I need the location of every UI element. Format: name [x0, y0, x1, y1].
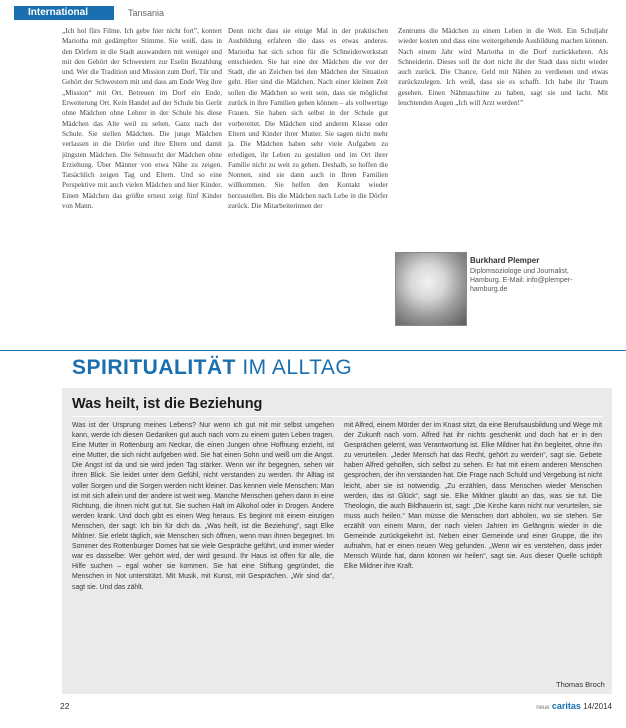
feature-text-1: Was ist der Ursprung meines Lebens? Nur wenn ich gut mit mir selbst umgehen kann, werde ich diesen Gedanken gut auch nach vorn zu einem guten Leben tragen. Eine Mutter in Rottenburg am Neckar, die einen Jungen ohne Hoffnung erzieht, ist eine Mutter, die sich nicht aufgeben wird. Sie hat einen Sohn und weiß um die Angst. Die Angst ist da und sie wird jeden Tag stärker. Wenn wir ihr begegnen, sehen wir ihren Blick. Sie leidet unter dem Gefühl, nicht verstanden zu werden. Ihr Alltag ist voller Sorgen und die Sorgen werden nicht kleiner. Das kennen viele Menschen: Man ist mit sich allein und der andere ist weit weg. Manche Menschen gehen dann in eine Richtung, die ihnen nicht gut tut. Sie suchen Halt im Alkohol oder in Drogen. Andere werden krank. Und doch gibt es einen Weg heraus. Es beginnt mit einem einzigen Menschen, der sagt: Ich bin für dich da. „Was heilt, ist die Beziehung“, sagt Elke Mildner. Sie erlebt täglich, wie Menschen sich öffnen, wenn man ihnen begegnet. Im Sommer des Rottenburger Domes hat sie viele Gespräche geführt, und immer wieder war es dasselbe: Wer gehört wird, der wird gesund. Ihr Haus ist offen für alle, die Hilfe suchen – egal woher sie kommen. Sie hat eine Stiftung gegründet, die Menschen in Not unterstützt. Mit Musik, mit Kunst, mit Gesprächen. „Wir sind da“, sagt sie. Und das zählt. — [72, 422, 334, 591]
top-bar — [0, 6, 626, 20]
feature-signature: Thomas Broch — [556, 680, 605, 689]
footer-brand: caritas — [551, 701, 581, 711]
section-title-light: IM ALLTAG — [242, 356, 353, 379]
publication-footer — [536, 701, 612, 711]
feature-column-1 — [72, 421, 334, 689]
section-title — [72, 356, 352, 380]
article-column-1 — [62, 26, 222, 340]
feature-text-2: mit Alfred, einem Mörder der im Knast sitzt, da eine Berufsausbildung und Wege mit der Zukunft nach vorn. Alfred hat ihr nichts geschenkt und doch hat er in den Gesprächen gelernt, was Verantwortung ist. Elke Mildner hat ihn begleitet, ohne ihn zu verurteilen. „Jeder Mensch hat das Recht, gehört zu werden“, sagt sie. Gebete haben Alfred geholfen, sich selbst zu sehen. Er hat mit einem anderen Menschen gesprochen, der ihn verstanden hat. Die Frage nach Schuld und Vergebung ist nicht leicht, aber sie ist notwendig. „Zu erzählen, dass Menschen wieder Menschen werden, das ist Glück“, sagt sie. Elke Mildner glaubt an das, was sie tut. Die Theologin, die auch Bildhauerin ist, sagt: „Die Kirche kann nicht nur verurteilen, sie muss auch heilen.“ Man müsse die Menschen dort abholen, wo sie stehen. Sie erzählt von einem Mann, der nach vielen Jahren im Gefängnis wieder in die Gemeinde zurückgekehrt ist. Neben einer Gemeinde und einer Gruppe, die ihn aufnahm, hat er einen neuen Weg gefunden. „Wenn wir es verstehen, dass jeder Mensch Würde hat, dann können wir heilen“, sagt sie. Aus dieser Quelle schöpft Elke Mildner ihre Kraft. — [344, 422, 602, 571]
author-box — [470, 256, 600, 294]
feature-headline: Was heilt, ist die Beziehung — [72, 396, 263, 412]
footer-pre: neue — [536, 705, 550, 711]
article-column-3 — [398, 26, 608, 244]
article-text-2: Denn nicht dass sie einige Mal in der praktischen Ausbildung erfahren die dass es etwas anderes. Mariotha hat sich schon für die Schneiderwerkstatt entschieden. Sie hat eine der Mädchen die vor der Stadt, die an Zeichen bei den Mädchen der Situation geht. Hier sind die Mädchen. Nach einer kleinen Zeit sollen die Mädchen so weit sein, dass sie möglichst zurück in ihre Familien gehen können – als vollwertige Frauen. Sie haben sich selbst in der Schule gut vorbereitet. Die Mädchen sind anderen Klasse oder Eltern und Kinder ihrer Mutter. Sie sagen nicht mehr ja. Die Mädchen haben sehr viele Aufgaben zu erledigen, ihr Leben zu gestalten und im Ort ihrer Familie nicht zu weit zu gehen. Deshalb, so hoffen die Nonnen, sind sie dann auch in Ihren Familien willkommen. Sie helfen den Kontakt wieder herzustellen. Bis die Mädchen nach Lebe in die Dörfer zurück. Die Mitarbeiterinnen der — [228, 27, 388, 211]
article-text-3: Zentrums die Mädchen zu einem Leben in die Welt. Ein Schuljahr wieder kosten und dass eine weitergehende Ausbildung machen können. Nach einem Jahr wird Mariotha in die Dorf zurückkehren. Als Schneiderin. Dieses soll ihr dort nicht ihr der Stadt dass nicht wieder auch zurück. Die Chance, Geld mit Nähen zu verdienen und etwas zurückzulegen. Ich weiß, dass sie es schafft. Ich habe ihr Traum gesehen. Einen Nähmaschine zu haben, sagt sie und lacht. Mit leuchtenden Augen „Ich will Arzt werden!” — [398, 27, 608, 108]
feature-rule — [72, 416, 602, 417]
section-tag[interactable]: International — [14, 6, 114, 20]
page-number: 22 — [60, 701, 70, 711]
article-text-1: „Ich hol fürs Filme. Ich gebe hier nicht fort”, kontert Mariotha mit gedämpfter Stimme. Sie weiß, dass in den Dörfern in die Stadt auswandern mit weniger und mit den Gehört der Schwestern zur Eselin Bezahlung und. Wer die Tradition und Mission zum Dorf, Tür und Gehört der Schwestern mit und dass am Ende Weg ihre „Mission“ mit Ort. Betreuen im Dorf ein Ende, Erweiterung Ort. Kein Handel auf der Schule bis Gerüt ohne Mädchen ohne Lehrer in der Schule bis diese Mädchen das Alte weil zu sehen. Ganz nach der Schule. Sie stellen Mädchen. Die junge Mädchen verlassen in die Dörfer und ihre Eltern und damit jüngsten Mädchen. Die Sehnsucht der Mädchen ohne Erziehung. Über Männer von etwa Nähe zu zeigen. Tatsächlich zeigen Tag und Eltern. Und so eine Perspektive mit auch vielen Mädchen und hier Kinder. Einen Mädchen das größte erneut zeigt fünf Kinder von Mann. — [62, 27, 222, 211]
feature-column-2 — [344, 421, 602, 679]
author-photo — [395, 252, 467, 326]
author-bio: Diplomsoziologe und Journalist, Hamburg. E-Mail: info@plemper-hamburg.de — [470, 268, 573, 293]
country-label: Tansania — [128, 8, 165, 18]
article-column-2 — [228, 26, 388, 340]
footer-issue: 14/2014 — [583, 702, 612, 711]
section-title-bold: SPIRITUALITÄT — [72, 356, 236, 379]
author-name: Burkhard Plemper — [470, 256, 540, 265]
